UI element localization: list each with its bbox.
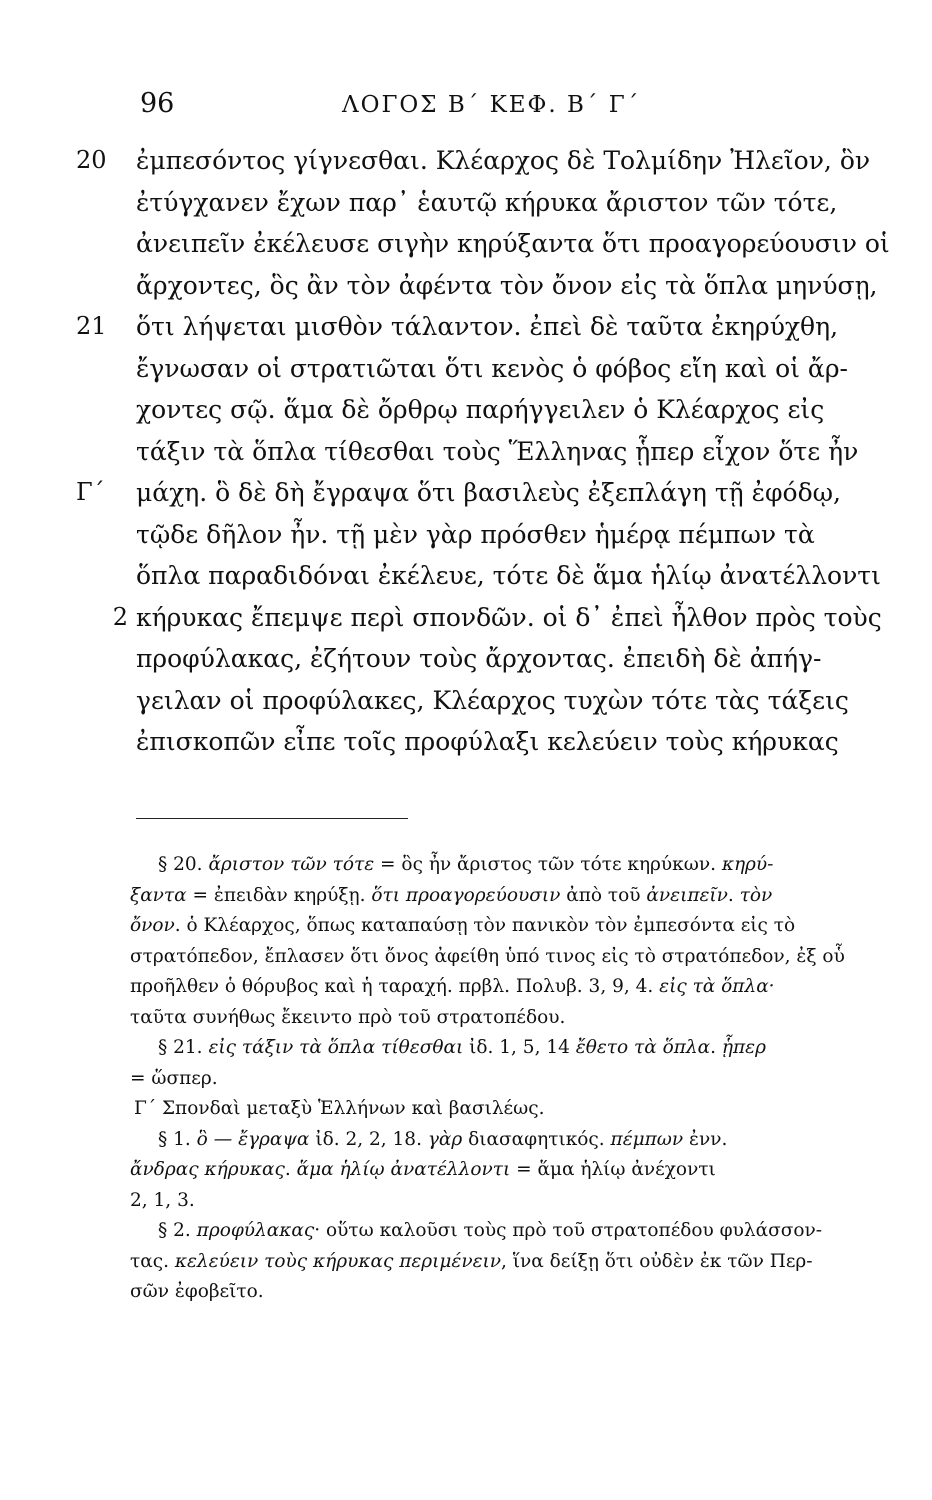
lemma: κελεύειν τοὺς κήρυκας περιμένειν bbox=[174, 1250, 502, 1272]
note-text: προῆλθεν ὁ θόρυβος καὶ ἡ ταραχή. πρβλ. Πολυβ. 3, 9, 4. bbox=[130, 976, 660, 997]
text-line bbox=[136, 721, 896, 763]
lemma: ὅτι προαγορεύουσιν bbox=[371, 884, 561, 906]
lemma: γὰρ bbox=[427, 1128, 463, 1150]
lemma: προφύλακας bbox=[196, 1220, 315, 1241]
section-number: Γ΄ bbox=[76, 478, 105, 506]
lemma: ἅμα ἡλίῳ ἀνατέλλοντι bbox=[296, 1159, 511, 1180]
lemma: κηρύ- bbox=[721, 854, 774, 875]
text-line bbox=[76, 472, 896, 514]
line-text: γειλαν οἱ προφύλακες, Κλέαρχος τυχὼν τότε τὰς τάξεις bbox=[136, 685, 849, 715]
section-number: 20 bbox=[76, 146, 107, 174]
note-line bbox=[130, 850, 900, 881]
lemma: ὄνον bbox=[130, 915, 175, 936]
text-line bbox=[136, 431, 896, 473]
note-ref: § 2. bbox=[158, 1220, 197, 1241]
footnote-divider bbox=[136, 818, 408, 819]
lemma: ἀνειπεῖν bbox=[646, 884, 728, 906]
note-line bbox=[130, 1247, 900, 1278]
page-header bbox=[130, 88, 770, 128]
text-line bbox=[136, 680, 896, 722]
note-text: . ὁ Κλέαρχος, ὅπως καταπαύσῃ τὸν πανικὸν τὸν ἐμπεσόντα εἰς τὸ bbox=[174, 915, 796, 936]
note-line: = ὥσπερ. bbox=[130, 1067, 218, 1089]
note-text: . bbox=[284, 1159, 297, 1180]
note-text: = ὃς ἦν ἄριστος τῶν τότε κηρύκων. bbox=[374, 854, 722, 875]
note-line: σῶν ἐφοβεῖτο. bbox=[130, 1281, 264, 1302]
note-text: τας. bbox=[130, 1250, 175, 1272]
lemma: ἄριστον τῶν τότε bbox=[208, 854, 375, 875]
section-number: 21 bbox=[76, 312, 107, 340]
note-line bbox=[130, 1216, 900, 1247]
line-text: ὅπλα παραδιδόναι ἐκέλευε, τότε δὲ ἅμα ἡλίῳ ἀνατέλλοντι bbox=[136, 561, 881, 590]
note-line: ταῦτα συνήθως ἔκειντο πρὸ τοῦ στρατοπέδου. bbox=[130, 1006, 566, 1028]
text-line bbox=[136, 223, 896, 265]
note-text: = ἐπειδὰν κηρύξῃ. bbox=[186, 884, 372, 906]
note-line: 2, 1, 3. bbox=[130, 1189, 195, 1211]
text-line bbox=[136, 182, 896, 224]
note-text: . bbox=[710, 1037, 722, 1058]
main-text bbox=[76, 140, 896, 763]
page-number: 96 bbox=[140, 88, 175, 119]
text-line bbox=[136, 555, 896, 597]
line-text: ἄρχοντες, ὃς ἂν τὸν ἀφέντα τὸν ὄνον εἰς τὰ ὅπλα μηνύσῃ, bbox=[136, 270, 878, 300]
note-line bbox=[130, 1033, 900, 1064]
commentary-notes bbox=[130, 850, 900, 1308]
lemma: ὃ — ἔγραψα bbox=[196, 1128, 310, 1150]
text-line bbox=[112, 597, 896, 639]
text-line bbox=[136, 514, 896, 556]
line-text: ἐπισκοπῶν εἶπε τοῖς προφύλαξι κελεύειν τοὺς κήρυκας bbox=[136, 727, 839, 756]
lemma: εἰς τὰ ὅπλα· bbox=[659, 976, 775, 997]
line-text: χοντες σῷ. ἅμα δὲ ὄρθρῳ παρήγγειλεν ὁ Κλέαρχος εἰς bbox=[136, 395, 825, 424]
note-ref: § 20. bbox=[158, 854, 209, 875]
note-text: ἐνν. bbox=[683, 1128, 728, 1150]
note-text: διασαφητικός. bbox=[462, 1128, 611, 1150]
line-text: προφύλακας, ἐζήτουν τοὺς ἄρχοντας. ἐπειδὴ δὲ ἀπήγ- bbox=[136, 644, 822, 673]
note-text: · οὕτω καλοῦσι τοὺς πρὸ τοῦ στρατοπέδου φυλάσσον- bbox=[314, 1220, 822, 1241]
line-text: ἐμπεσόντος γίγνεσθαι. Κλέαρχος δὲ Τολμίδην Ἠλεῖον, ὃν bbox=[136, 146, 871, 175]
line-text: τάξιν τὰ ὅπλα τίθεσθαι τοὺς Ἕλληνας ᾗπερ εἶχον ὅτε ἦν bbox=[136, 436, 859, 466]
lemma: ξαντα bbox=[130, 884, 187, 906]
note-text: ἰδ. 1, 5, 14 bbox=[463, 1037, 576, 1058]
line-text: ἐτύγχανεν ἔχων παρ᾽ ἑαυτῷ κήρυκα ἄριστον τῶν τότε, bbox=[136, 187, 838, 217]
note-line bbox=[130, 911, 900, 942]
text-line bbox=[76, 140, 896, 182]
note-line bbox=[130, 881, 900, 912]
line-text: ἀνειπεῖν ἐκέλευσε σιγὴν κηρύξαντα ὅτι προαγορεύουσιν οἱ bbox=[136, 229, 890, 258]
note-line bbox=[130, 1125, 900, 1156]
text-line bbox=[136, 389, 896, 431]
note-text: , ἵνα δείξῃ ὅτι οὐδὲν ἐκ τῶν Περ- bbox=[501, 1250, 813, 1272]
note-text: = ἅμα ἡλίῳ ἀνέχοντι bbox=[510, 1159, 716, 1180]
note-line: στρατόπεδον, ἔπλασεν ὅτι ὄνος ἀφείθη ὑπό τινος εἰς τὸ στρατόπεδον, ἐξ οὗ bbox=[130, 945, 845, 967]
line-text: ἔγνωσαν οἱ στρατιῶται ὅτι κενὸς ὁ φόβος εἴη καὶ οἱ ἄρ- bbox=[136, 353, 848, 383]
note-ref: § 21. bbox=[158, 1037, 209, 1058]
note-line bbox=[130, 1155, 900, 1186]
lemma: ᾗπερ bbox=[721, 1037, 766, 1058]
lemma: ἔθετο τὰ ὅπλα bbox=[575, 1037, 711, 1058]
chapter-heading: Γ΄ Σπονδαὶ μεταξὺ Ἑλλήνων καὶ βασιλέως. bbox=[134, 1098, 545, 1119]
note-text: ἀπὸ τοῦ bbox=[560, 884, 647, 906]
note-text: . bbox=[727, 884, 740, 906]
running-head: ΛΟΓΟΣ Β΄ ΚΕΦ. Β΄ Γ΄ bbox=[342, 92, 641, 118]
note-ref: § 1. bbox=[158, 1128, 197, 1150]
text-line bbox=[136, 638, 896, 680]
lemma: εἰς τάξιν τὰ ὅπλα τίθεσθαι bbox=[208, 1037, 464, 1058]
text-line bbox=[136, 265, 896, 307]
lemma: ἄνδρας κήρυκας bbox=[130, 1159, 285, 1180]
line-text: τῷδε δῆλον ἦν. τῇ μὲν γὰρ πρόσθεν ἡμέρᾳ πέμπων τὰ bbox=[136, 519, 815, 549]
section-number: 2 bbox=[112, 602, 128, 631]
text-line bbox=[136, 348, 896, 390]
note-text: ἰδ. 2, 2, 18. bbox=[309, 1128, 428, 1150]
lemma: τὸν bbox=[739, 884, 773, 906]
line-text: κήρυκας ἔπεμψε περὶ σπονδῶν. οἱ δ᾽ ἐπεὶ ἦλθον πρὸς τοὺς bbox=[136, 602, 882, 632]
text-line bbox=[76, 306, 896, 348]
line-text: μάχη. ὃ δὲ δὴ ἔγραψα ὅτι βασιλεὺς ἐξεπλάγη τῇ ἐφόδῳ, bbox=[136, 478, 841, 507]
line-text: ὅτι λήψεται μισθὸν τάλαντον. ἐπεὶ δὲ ταῦτα ἐκηρύχθη, bbox=[136, 312, 839, 341]
note-line bbox=[130, 972, 900, 1003]
lemma: πέμπων bbox=[610, 1128, 684, 1150]
